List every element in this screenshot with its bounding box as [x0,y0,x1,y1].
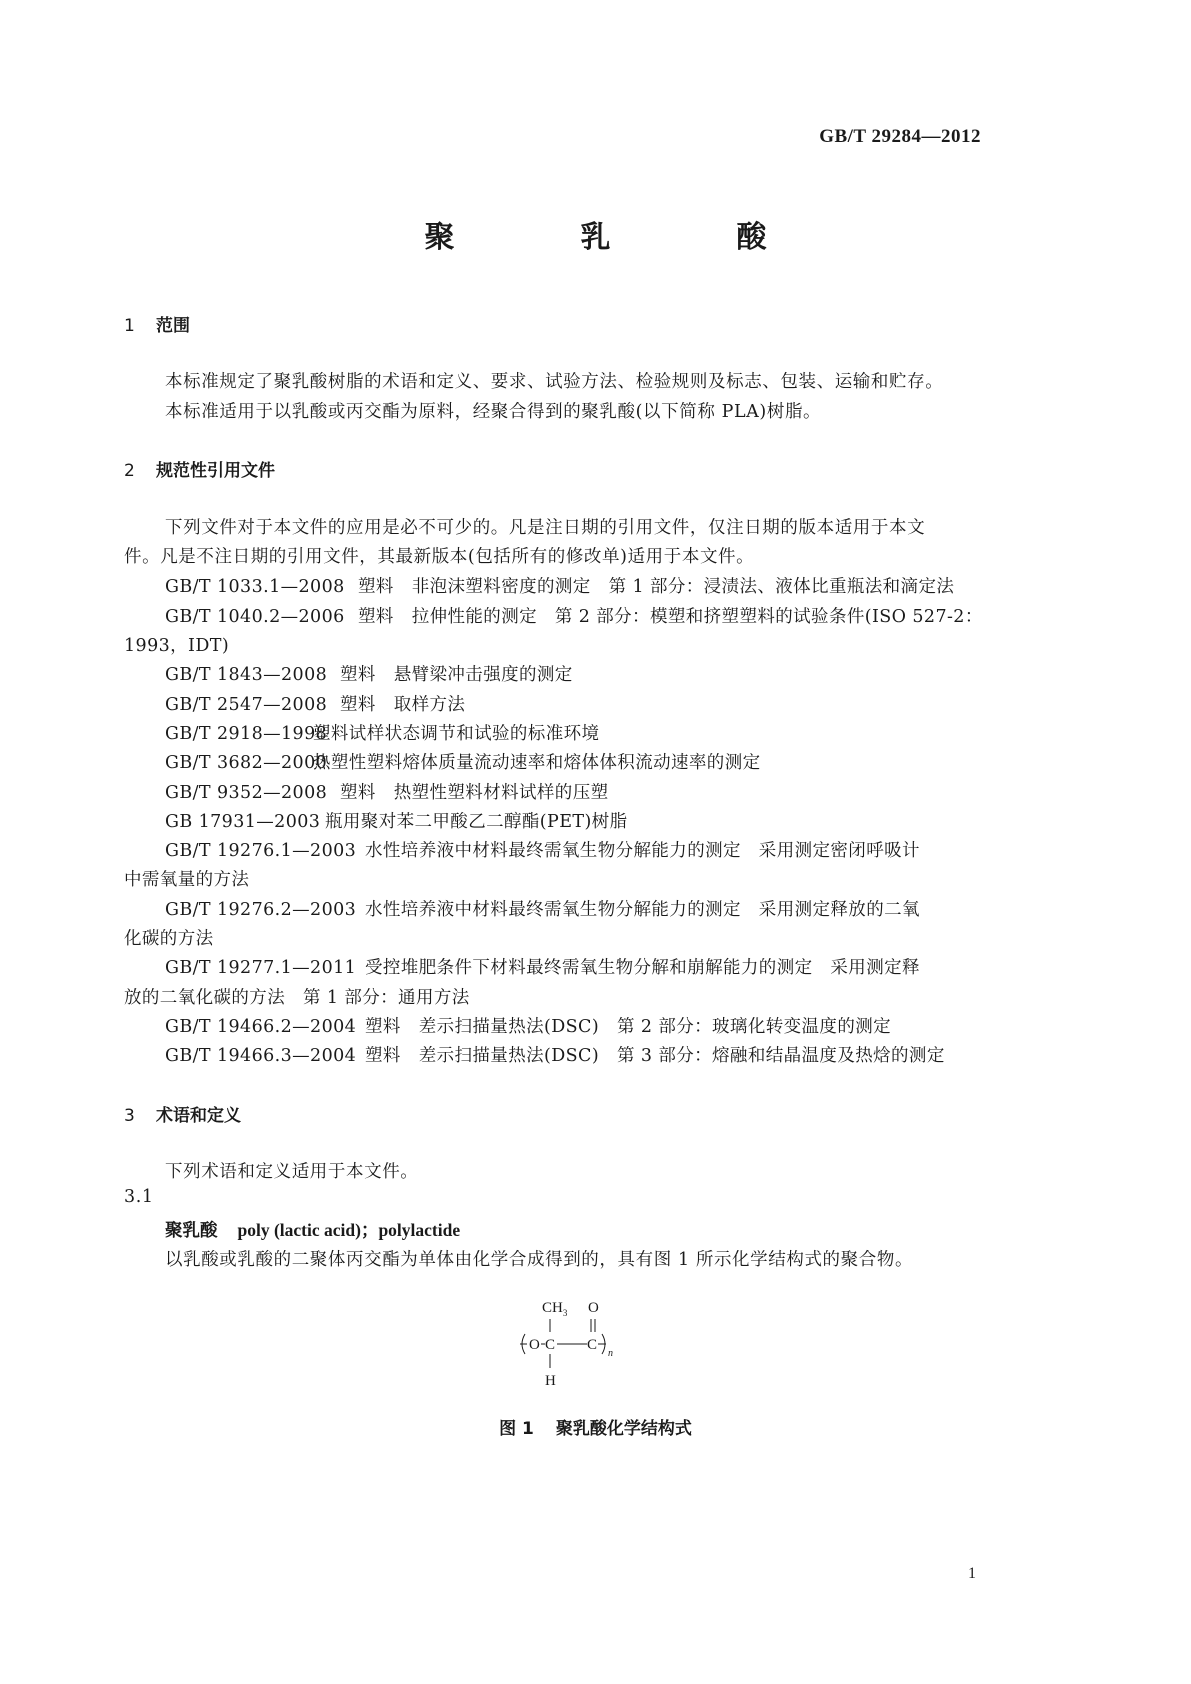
reference-code: GB/T 2918—1998 [165,724,328,744]
section-1-paragraph-1: 本标准规定了聚乳酸树脂的术语和定义、要求、试验方法、检验规则及标志、包装、运输和贮存。 [165,372,944,392]
section-3-heading [124,1101,241,1126]
reference-continuation: 放的二氧化碳的方法 第 1 部分：通用方法 [124,988,470,1008]
term-definition: 以乳酸或乳酸的二聚体丙交酯为单体由化学合成得到的，具有图 1 所示化学结构式的聚合物。 [165,1250,914,1270]
reference-item [165,896,920,921]
reference-item [165,808,627,833]
reference-continuation: 中需氧量的方法 [124,870,250,890]
carbonyl-carbon-label: C [587,1337,598,1353]
reference-code: GB/T 19466.3—2004 [165,1046,357,1066]
term-name-en: poly (lactic acid)；polylactide [237,1220,461,1240]
term-entry [165,1217,460,1242]
reference-title: 塑料 取样方法 [340,695,466,715]
reference-item [165,779,609,804]
reference-title: 塑料 差示扫描量热法(DSC) 第 2 部分：玻璃化转变温度的测定 [365,1017,892,1037]
reference-item [165,720,599,745]
section-2-intro-line-1: 下列文件对于本文件的应用是必不可少的。凡是注日期的引用文件，仅注日期的版本适用于本文 [165,518,926,538]
reference-title: 受控堆肥条件下材料最终需氧生物分解和崩解能力的测定 采用测定释 [365,958,920,978]
reference-title: 塑料 差示扫描量热法(DSC) 第 3 部分：熔融和结晶温度及热焓的测定 [365,1046,945,1066]
section-number: 3 [124,1106,135,1126]
reference-title: 塑料 拉伸性能的测定 第 2 部分：模塑和挤塑塑料的试验条件(ISO 527-2： [358,607,983,627]
page-number: 1 [968,1565,976,1582]
reference-title: 塑料 悬臂梁冲击强度的测定 [340,665,573,685]
reference-code: GB/T 1033.1—2008 [165,577,345,597]
section-1-paragraph-2: 本标准适用于以乳酸或丙交酯为原料，经聚合得到的聚乳酸(以下简称 PLA)树脂。 [165,402,822,422]
reference-code: GB/T 19466.2—2004 [165,1017,357,1037]
chain-oxygen-label: O [529,1337,540,1353]
reference-code: GB/T 19276.2—2003 [165,900,357,920]
document-title: 聚 乳 酸 [424,220,815,255]
reference-item [165,1013,891,1038]
reference-continuation: 化碳的方法 [124,929,214,949]
section-title: 术语和定义 [156,1106,241,1126]
carbonyl-oxygen-label: O [588,1300,599,1316]
reference-item [165,837,920,862]
reference-code: GB/T 3682—2000 [165,753,328,773]
reference-title: 塑料 热塑性塑料材料试样的压塑 [340,783,609,803]
section-2-heading [124,456,275,481]
reference-title: 塑料 非泡沫塑料密度的测定 第 1 部分：浸渍法、液体比重瓶法和滴定法 [358,577,955,597]
term-number: 3.1 [124,1187,154,1207]
reference-title: 瓶用聚对苯二甲酸乙二醇酯(PET)树脂 [325,812,628,832]
reference-item [165,954,920,979]
reference-code: GB 17931—2003 [165,812,321,832]
term-name-cn: 聚乳酸 [165,1221,218,1241]
ch3-label: $CH_3$ [542,1300,568,1318]
reference-item [165,749,761,774]
alpha-carbon-label: C [545,1337,556,1353]
reference-code: GB/T 19276.1—2003 [165,841,357,861]
reference-item [165,661,573,686]
figure-caption-text: 聚乳酸化学结构式 [555,1419,692,1439]
repeat-n-label: n [608,1348,613,1359]
reference-title: 热塑性塑料熔体质量流动速率和熔体体积流动速率的测定 [313,753,761,773]
section-1-heading [124,311,190,336]
reference-code: GB/T 1040.2—2006 [165,607,345,627]
reference-continuation: 1993，IDT) [124,636,230,656]
reference-item [165,1042,945,1067]
section-2-intro-line-2: 件。凡是不注日期的引用文件，其最新版本(包括所有的修改单)适用于本文件。 [124,547,755,567]
section-3-intro: 下列术语和定义适用于本文件。 [165,1162,419,1182]
reference-item [165,573,954,598]
reference-title: 水性培养液中材料最终需氧生物分解能力的测定 采用测定密闭呼吸计 [365,841,920,861]
reference-code: GB/T 1843—2008 [165,665,328,685]
figure-caption [0,1414,1191,1439]
section-number: 1 [124,316,135,336]
reference-item [165,691,465,716]
section-number: 2 [124,461,135,481]
section-title: 规范性引用文件 [156,461,275,481]
reference-item [165,603,983,628]
reference-title: 塑料试样状态调节和试验的标准环境 [313,724,600,744]
reference-code: GB/T 9352—2008 [165,783,328,803]
polylactide-structure-formula [520,1298,680,1388]
section-title: 范围 [156,316,190,336]
reference-code: GB/T 2547—2008 [165,695,328,715]
reference-code: GB/T 19277.1—2011 [165,958,357,978]
hydrogen-label: H [545,1373,556,1388]
reference-title: 水性培养液中材料最终需氧生物分解能力的测定 采用测定释放的二氧 [365,900,920,920]
figure-label: 图 1 [499,1419,534,1439]
standard-number: GB/T 29284—2012 [819,126,981,147]
